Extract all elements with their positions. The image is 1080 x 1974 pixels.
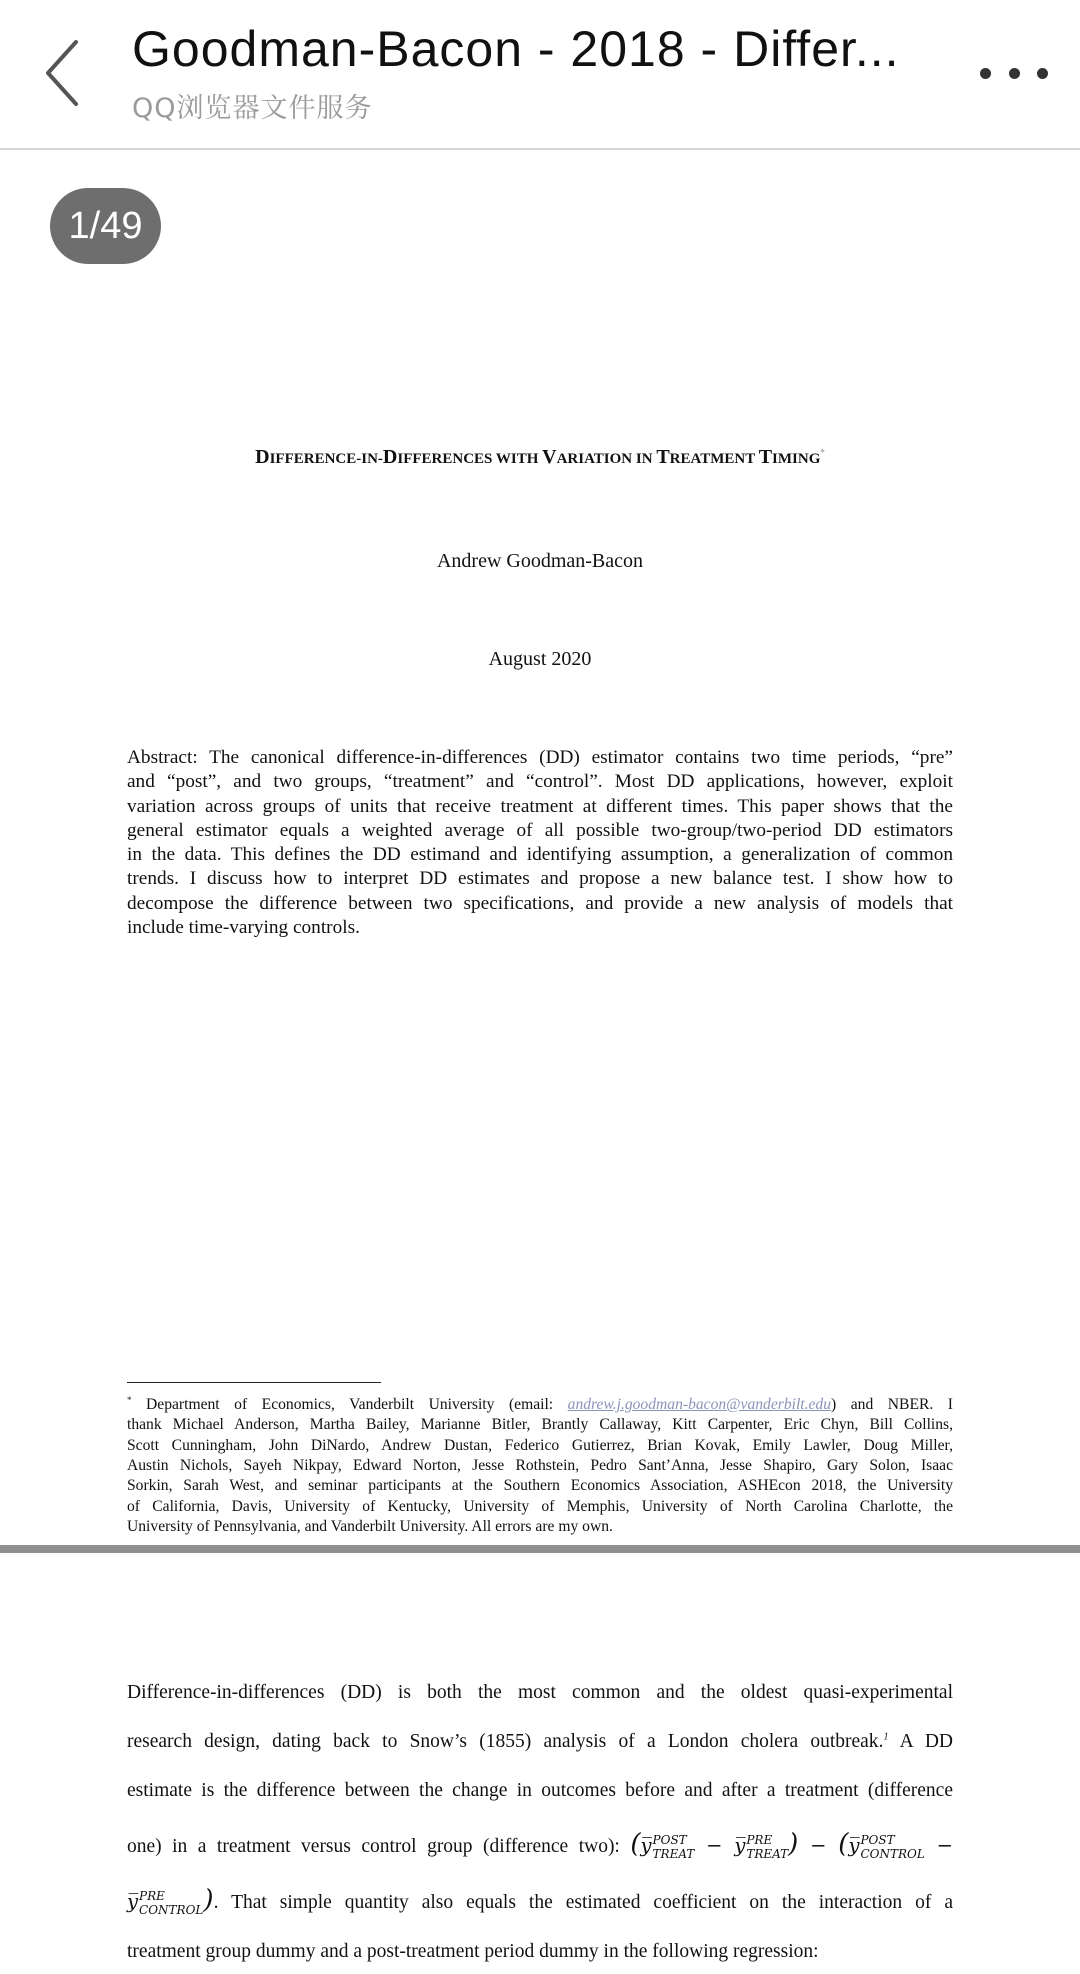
- document-source: QQ浏览器文件服务: [132, 93, 373, 124]
- more-dot-icon: [1037, 68, 1048, 79]
- footnote-line: Scott Cunningham, John DiNardo, Andrew Dustan, Federico Gutierrez, Brian Kovak, Emily Lawler, Doug Miller,: [127, 1436, 953, 1454]
- body-line: research design, dating back to Snow’s (1855) analysis of a London cholera outbreak.$^1$ A DD: [127, 1731, 953, 1752]
- paper-date: August 2020: [488, 648, 592, 670]
- more-options-button[interactable]: [980, 58, 1048, 88]
- footnote-line: of California, Davis, University of Kentucky, University of Memphis, University of North Carolina Charlotte, the: [127, 1497, 953, 1515]
- footnote-divider: [127, 1382, 381, 1383]
- back-button[interactable]: [36, 38, 96, 108]
- footnote-line: Austin Nichols, Sayeh Nikpay, Edward Norton, Jesse Rothstein, Pedro Sant’Anna, Jesse Shapiro, Gary Solon, Isaac: [127, 1457, 953, 1475]
- document-page-1: [0, 150, 1080, 1545]
- abstract: [127, 746, 953, 940]
- footnote-line: University of Pennsylvania, and Vanderbilt University. All errors are my own.: [127, 1517, 613, 1535]
- more-dot-icon: [1009, 68, 1020, 79]
- footnote-line: * Department of Economics, Vanderbilt University (email: andrew.j.goodman-bacon@vanderbilt.edu) and NBER. I: [127, 1395, 953, 1414]
- paper-title: DIFFERENCE-IN-DIFFERENCES WITH VARIATION IN TREATMENT TIMING*: [255, 446, 825, 468]
- body-line: Difference-in-differences (DD) is both the most common and the oldest quasi-experimental: [127, 1682, 953, 1703]
- abstract-line: general estimator equals a weighted average of all possible two-group/two-period DD estimators: [127, 819, 953, 841]
- body-line: treatment group dummy and a post-treatment period dummy in the following regression:: [127, 1941, 819, 1962]
- body-line-with-equation: y̅ PRE CONTROL ). That simple quantity also equals the estimated coefficient on the interaction of a: [127, 1885, 953, 1917]
- abstract-line: trends. I discuss how to interpret DD estimates and propose a new balance test. I show how to: [127, 868, 953, 890]
- author-email-link[interactable]: andrew.j.goodman-bacon@vanderbilt.edu: [567, 1396, 832, 1414]
- abstract-line: include time-varying controls.: [127, 917, 360, 939]
- footnote-ref: 1: [883, 1731, 889, 1743]
- footnote-line: Sorkin, Sarah West, and seminar participants at the Southern Economics Association, ASHEcon 2018, the University: [127, 1477, 953, 1495]
- body-line: estimate is the difference between the change in outcomes before and after a treatment (difference: [127, 1780, 953, 1801]
- footnote: [127, 1390, 953, 1537]
- paper-author: Andrew Goodman-Bacon: [436, 550, 644, 572]
- abstract-line: Abstract: The canonical difference-in-differences (DD) estimator contains two time periods, “pre”: [127, 747, 953, 768]
- page-separator: [0, 1545, 1080, 1553]
- abstract-line: decompose the difference between two specifications, and provide a new analysis of models that: [127, 892, 953, 914]
- more-dot-icon: [980, 68, 991, 79]
- footnote-line: thank Michael Anderson, Martha Bailey, Marianne Bitler, Brantly Callaway, Kitt Carpenter, Eric Chyn, Bill Collins,: [127, 1416, 953, 1434]
- document-title: Goodman-Bacon - 2018 - Differ...: [132, 21, 900, 77]
- equation: (y̅ POST TREAT − y̅ PRE TREAT ) − (y̅ POST CONTROL −: [630, 1829, 953, 1861]
- abstract-line: in the data. This defines the DD estimand and identifying assumption, a generalization of common: [127, 844, 953, 866]
- body-line-with-equation: one) in a treatment versus control group (difference two): (y̅ POST TREAT − y̅ PRE TREAT ) − (y̅ POST CONTROL −: [127, 1829, 953, 1861]
- title-footnote-marker: *: [820, 447, 825, 458]
- abstract-line: and “post”, and two groups, “treatment” and “control”. Most DD applications, however, exploit: [127, 771, 953, 793]
- page-indicator: 1/49: [50, 188, 161, 264]
- chevron-left-icon: [36, 38, 96, 108]
- abstract-line: variation across groups of units that receive treatment at different times. This paper shows that the: [127, 795, 953, 817]
- top-bar: [0, 0, 1080, 150]
